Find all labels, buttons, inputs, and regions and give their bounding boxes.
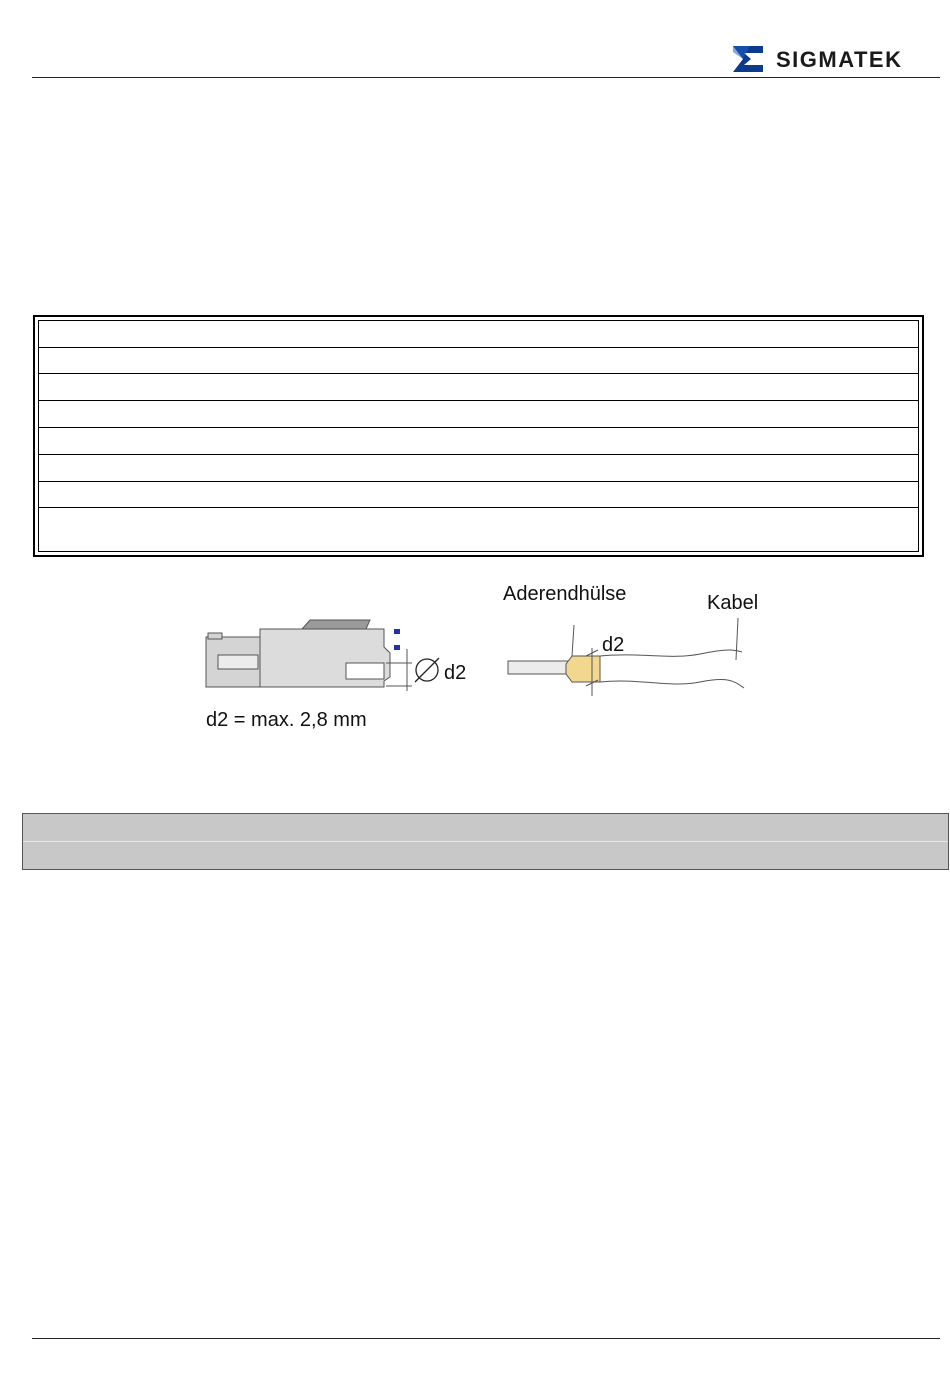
connector-illustration [200, 615, 480, 695]
connector-drawing [200, 615, 480, 695]
sigmatek-logo [730, 44, 940, 76]
sigmatek-logo-icon [730, 44, 766, 74]
table-row [39, 401, 918, 428]
spec-table [33, 315, 924, 557]
ferrule-drawing [500, 612, 760, 702]
table-row [39, 482, 918, 508]
spec-table-inner [38, 320, 919, 552]
table-row [39, 455, 918, 482]
ferrule-d2-label: d2 [602, 634, 625, 656]
gray-table [22, 813, 949, 870]
table-row [39, 321, 918, 348]
ferrule-label: Aderendhülse [503, 583, 627, 605]
ferrule-illustration [500, 612, 760, 702]
footer-divider [32, 1338, 940, 1339]
connector-d2-label: d2 [444, 662, 467, 684]
table-row [39, 374, 918, 401]
cable-label: Kabel [707, 592, 759, 614]
header-divider [32, 77, 940, 78]
brand-name: SIGMATEK [776, 47, 903, 72]
gray-table-row-divider [23, 841, 948, 842]
table-row [39, 428, 918, 455]
table-row [39, 348, 918, 374]
d2-formula: d2 = max. 2,8 mm [206, 709, 367, 731]
